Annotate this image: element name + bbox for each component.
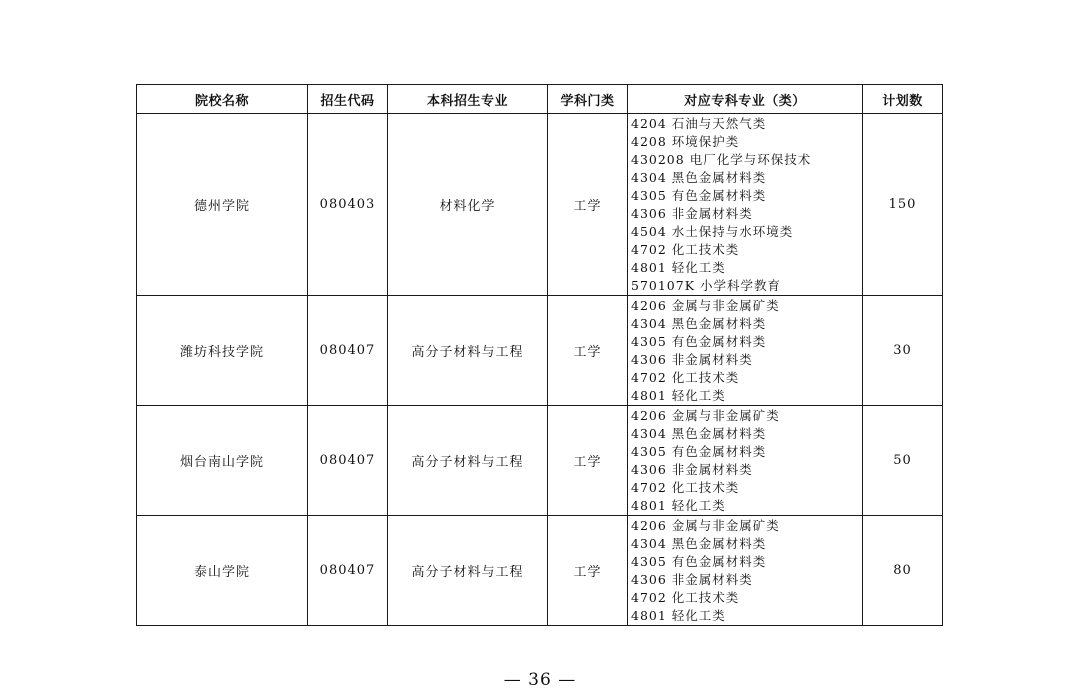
- cell-major: 高分子材料与工程: [388, 516, 548, 626]
- table-row: [137, 406, 943, 516]
- cell-category: 工学: [548, 516, 628, 626]
- cell-category: 工学: [548, 296, 628, 406]
- junior-major-item: 570107K 小学科学教育: [631, 278, 782, 293]
- junior-major-item: 4801 轻化工类: [631, 260, 726, 275]
- table-row: [137, 114, 943, 296]
- header-major: 本科招生专业: [388, 85, 548, 114]
- cell-school: 烟台南山学院: [137, 406, 308, 516]
- cell-plan: 80: [863, 516, 943, 626]
- junior-major-item: 4305 有色金属材料类: [631, 334, 767, 349]
- cell-school: 潍坊科技学院: [137, 296, 308, 406]
- junior-major-item: 4702 化工技术类: [631, 242, 740, 257]
- junior-major-item: 4204 石油与天然气类: [631, 116, 767, 131]
- admissions-table: [136, 84, 943, 626]
- table-row: [137, 516, 943, 626]
- junior-major-item: 4504 水土保持与水环境类: [631, 224, 794, 239]
- junior-major-item: 4306 非金属材料类: [631, 572, 753, 587]
- admissions-table-container: [136, 84, 942, 626]
- junior-major-item: 4305 有色金属材料类: [631, 554, 767, 569]
- junior-major-item: 4306 非金属材料类: [631, 352, 753, 367]
- cell-junior-majors: [628, 516, 863, 626]
- junior-major-item: 4206 金属与非金属矿类: [631, 408, 780, 423]
- junior-major-item: 430208 电厂化学与环保技术: [631, 152, 812, 167]
- header-category: 学科门类: [548, 85, 628, 114]
- junior-major-item: 4702 化工技术类: [631, 480, 740, 495]
- header-code: 招生代码: [308, 85, 388, 114]
- header-school: 院校名称: [137, 85, 308, 114]
- junior-major-item: 4206 金属与非金属矿类: [631, 518, 780, 533]
- cell-category: 工学: [548, 114, 628, 296]
- header-plan: 计划数: [863, 85, 943, 114]
- junior-major-item: 4304 黑色金属材料类: [631, 536, 767, 551]
- junior-major-item: 4801 轻化工类: [631, 498, 726, 513]
- cell-junior-majors: [628, 114, 863, 296]
- cell-junior-majors: [628, 296, 863, 406]
- junior-major-item: 4304 黑色金属材料类: [631, 426, 767, 441]
- cell-code: 080407: [308, 406, 388, 516]
- cell-category: 工学: [548, 406, 628, 516]
- junior-major-item: 4801 轻化工类: [631, 608, 726, 623]
- junior-major-item: 4306 非金属材料类: [631, 206, 753, 221]
- table-header-row: [137, 85, 943, 114]
- cell-major: 高分子材料与工程: [388, 406, 548, 516]
- cell-major: 材料化学: [388, 114, 548, 296]
- cell-plan: 50: [863, 406, 943, 516]
- junior-major-item: 4208 环境保护类: [631, 134, 740, 149]
- junior-major-item: 4206 金属与非金属矿类: [631, 298, 780, 313]
- table-row: [137, 296, 943, 406]
- cell-major: 高分子材料与工程: [388, 296, 548, 406]
- cell-plan: 30: [863, 296, 943, 406]
- cell-code: 080403: [308, 114, 388, 296]
- junior-major-item: 4801 轻化工类: [631, 388, 726, 403]
- cell-plan: 150: [863, 114, 943, 296]
- junior-major-item: 4304 黑色金属材料类: [631, 316, 767, 331]
- cell-junior-majors: [628, 406, 863, 516]
- junior-major-item: 4305 有色金属材料类: [631, 188, 767, 203]
- cell-code: 080407: [308, 516, 388, 626]
- cell-school: 泰山学院: [137, 516, 308, 626]
- cell-code: 080407: [308, 296, 388, 406]
- header-junior-majors: 对应专科专业（类）: [628, 85, 863, 114]
- junior-major-item: 4702 化工技术类: [631, 370, 740, 385]
- junior-major-item: 4305 有色金属材料类: [631, 444, 767, 459]
- page-number: — 36 —: [503, 670, 577, 690]
- junior-major-item: 4304 黑色金属材料类: [631, 170, 767, 185]
- junior-major-item: 4306 非金属材料类: [631, 462, 753, 477]
- cell-school: 德州学院: [137, 114, 308, 296]
- junior-major-item: 4702 化工技术类: [631, 590, 740, 605]
